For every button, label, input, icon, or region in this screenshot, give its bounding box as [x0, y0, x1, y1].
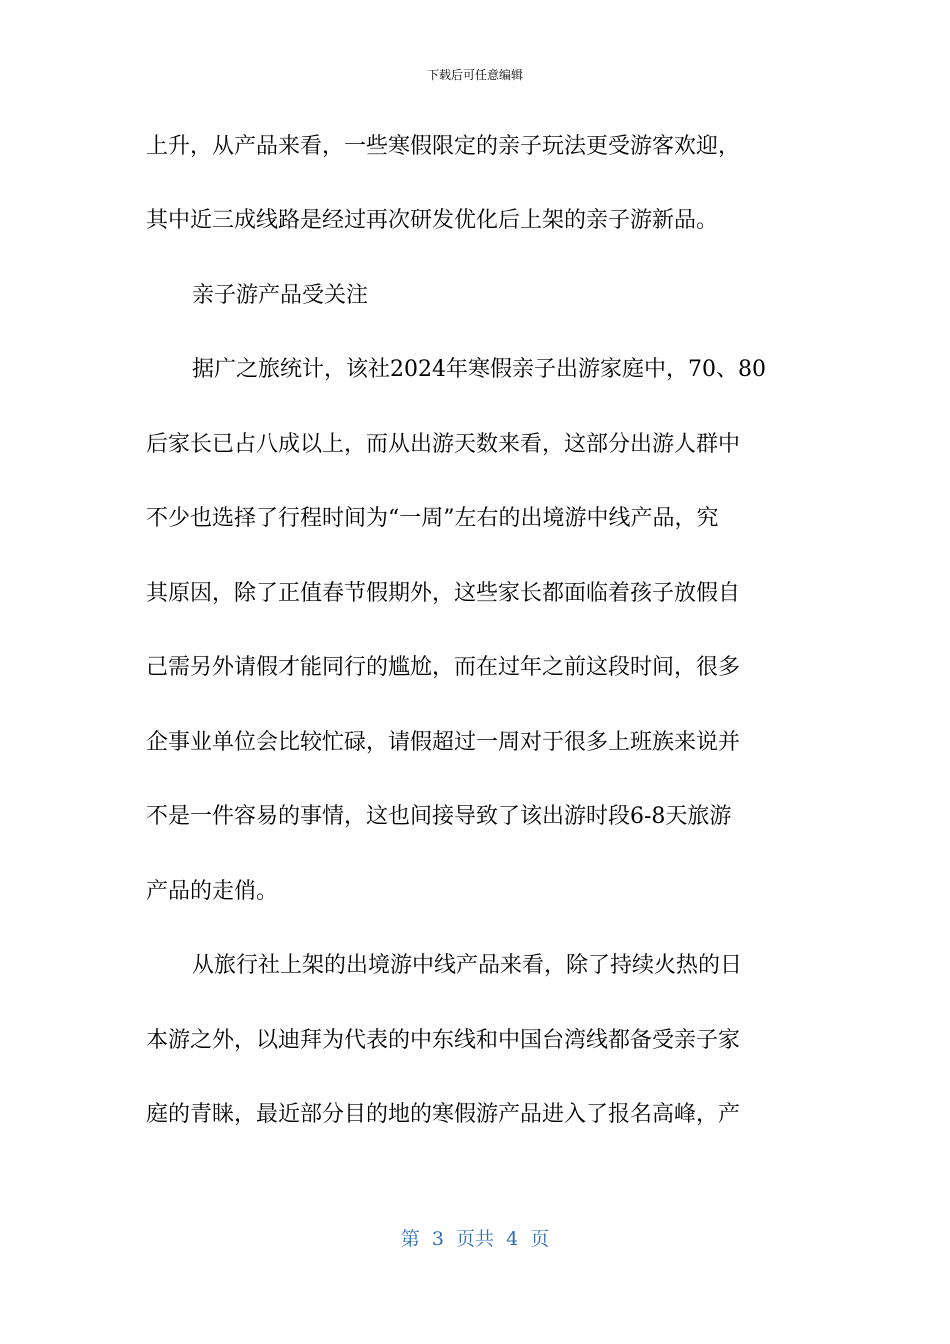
section-heading: 亲子游产品受关注 — [192, 283, 369, 308]
paragraph-first-line: 从旅行社上架的出境游中线产品来看，除了持续火热的日 — [192, 953, 743, 978]
page-header: 下载后可任意编辑 — [426, 68, 523, 82]
text-line: 其中近三成线路是经过再次研发优化后上架的亲子游新品。 — [146, 208, 719, 233]
paragraph-first-line: 据广之旅统计，该社2024年寒假亲子出游家庭中，70、80 — [192, 357, 766, 382]
text-line: 本游之外，以迪拜为代表的中东线和中国台湾线都备受亲子家 — [146, 1028, 741, 1053]
text-line: 不少也选择了行程时间为“一周”左右的出境游中线产品，究 — [146, 506, 719, 531]
text-line: 己需另外请假才能同行的尴尬，而在过年之前这段时间，很多 — [146, 655, 741, 680]
page-number-footer: 第 3 页共 4 页 — [400, 1228, 550, 1250]
text-line: 上升，从产品来看，一些寒假限定的亲子玩法更受游客欢迎， — [146, 134, 741, 159]
text-line: 产品的走俏。 — [146, 879, 279, 904]
text-line: 不是一件容易的事情，这也间接导致了该出游时段6-8天旅游 — [146, 804, 732, 829]
text-line: 庭的青睐，最近部分目的地的寒假游产品进入了报名高峰，产 — [146, 1102, 741, 1127]
text-line: 后家长已占八成以上，而从出游天数来看，这部分出游人群中 — [146, 432, 741, 457]
text-line: 其原因，除了正值春节假期外，这些家长都面临着孩子放假自 — [146, 581, 741, 606]
text-line: 企事业单位会比较忙碌，请假超过一周对于很多上班族来说并 — [146, 730, 741, 755]
